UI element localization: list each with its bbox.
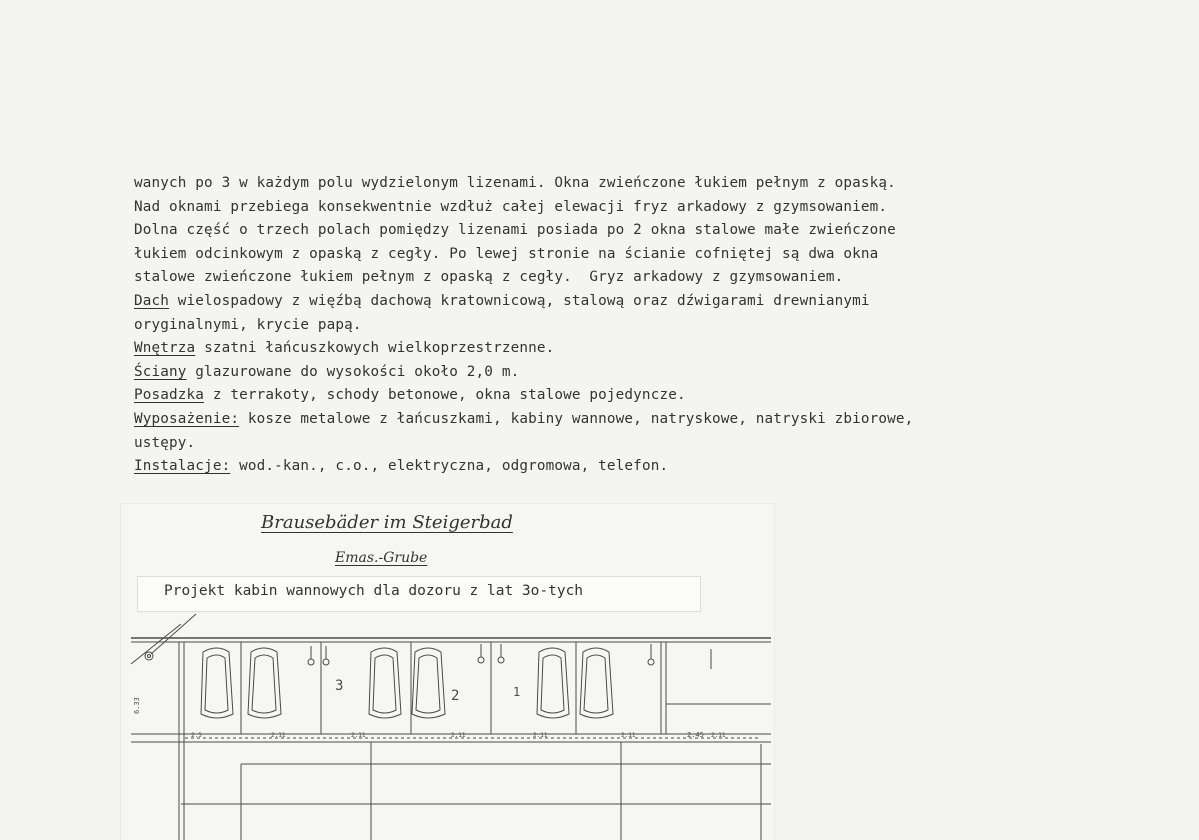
drawing-clipping: [121, 504, 774, 840]
text-line: [134, 455, 1134, 479]
dimension-label: 2.11: [351, 732, 366, 739]
section-heading: Wnętrza: [134, 340, 196, 357]
section-heading: Ściany: [134, 363, 187, 380]
text-segment: kosze metalowe z łańcuszkami, kabiny wannowe, natryskowe, natryski zbiorowe,: [239, 410, 914, 427]
text-segment: wielospadowy z więźbą dachową kratownicową, stalową oraz dźwigarami drewnianymi: [169, 292, 870, 309]
text-segment: z terrakoty, schody betonowe, okna stalowe pojedyncze.: [204, 387, 686, 404]
section-heading: Instalacje:: [134, 458, 231, 475]
handwritten-title: Brausebäder im Steigerbad: [261, 512, 513, 533]
text-segment: stalowe zwieńczone łukiem pełnym z opaską z cegły. Gryz arkadowy z gzymsowaniem.: [134, 269, 844, 286]
stall-number: 3: [335, 678, 344, 694]
caption-text: Projekt kabin wannowych dla dozoru z lat 3o-tych: [164, 583, 584, 599]
text-line: [134, 337, 1134, 361]
text-segment: oryginalnymi, krycie papą.: [134, 316, 362, 333]
text-line: [134, 290, 1134, 314]
stall-number: 2: [451, 688, 460, 704]
text-line: [134, 314, 1134, 338]
side-dimension: 6.33: [133, 697, 141, 714]
section-heading: Wyposażenie:: [134, 410, 240, 427]
text-segment: Dolna część o trzech polach pomiędzy lizenami posiada po 2 okna stalowe małe zwieńczone: [134, 222, 896, 239]
text-segment: Nad oknami przebiega konsekwentnie wzdłuż całej elewacji fryz arkadowy z gzymsowaniem.: [134, 198, 888, 215]
dimension-label: 2.45: [687, 731, 704, 739]
text-segment: wanych po 3 w każdym polu wydzielonym lizenami. Okna zwieńczone łukiem pełnym z opaską.: [134, 175, 896, 191]
section-heading: Posadzka: [134, 387, 205, 404]
text-line: [134, 432, 1134, 456]
text-line: [134, 384, 1134, 408]
handwritten-subtitle: Emas.-Grube: [335, 550, 428, 566]
text-line: [134, 408, 1134, 432]
text-segment: szatni łańcuszkowych wielkoprzestrzenne.: [195, 340, 555, 357]
dimension-label: 2.11: [451, 732, 466, 739]
text-segment: glazurowane do wysokości około 2,0 m.: [186, 363, 520, 380]
dimension-label: 2.11: [271, 732, 286, 739]
text-line: [134, 266, 1134, 290]
section-heading: Dach: [134, 292, 170, 309]
floor-plan-drawing: [121, 604, 774, 840]
text-segment: wod.-kan., c.o., elektryczna, odgromowa, telefon.: [230, 458, 669, 475]
text-line: [134, 243, 1134, 267]
typed-text-block: [134, 172, 1134, 479]
dimension-label: 2.11: [533, 732, 548, 739]
text-line: [134, 361, 1134, 385]
stall-number: 1: [513, 685, 521, 699]
text-line: [134, 219, 1134, 243]
dimension-label: 2.11: [711, 732, 726, 739]
text-segment: łukiem odcinkowym z opaską z cegły. Po lewej stronie na ścianie cofniętej są dwa okna: [134, 245, 879, 262]
text-line: [134, 196, 1134, 220]
dimension-label: 2.11: [621, 732, 636, 739]
text-line: [134, 172, 1134, 196]
dimension-label: 2.5: [191, 732, 202, 739]
text-segment: ustępy.: [134, 434, 196, 451]
